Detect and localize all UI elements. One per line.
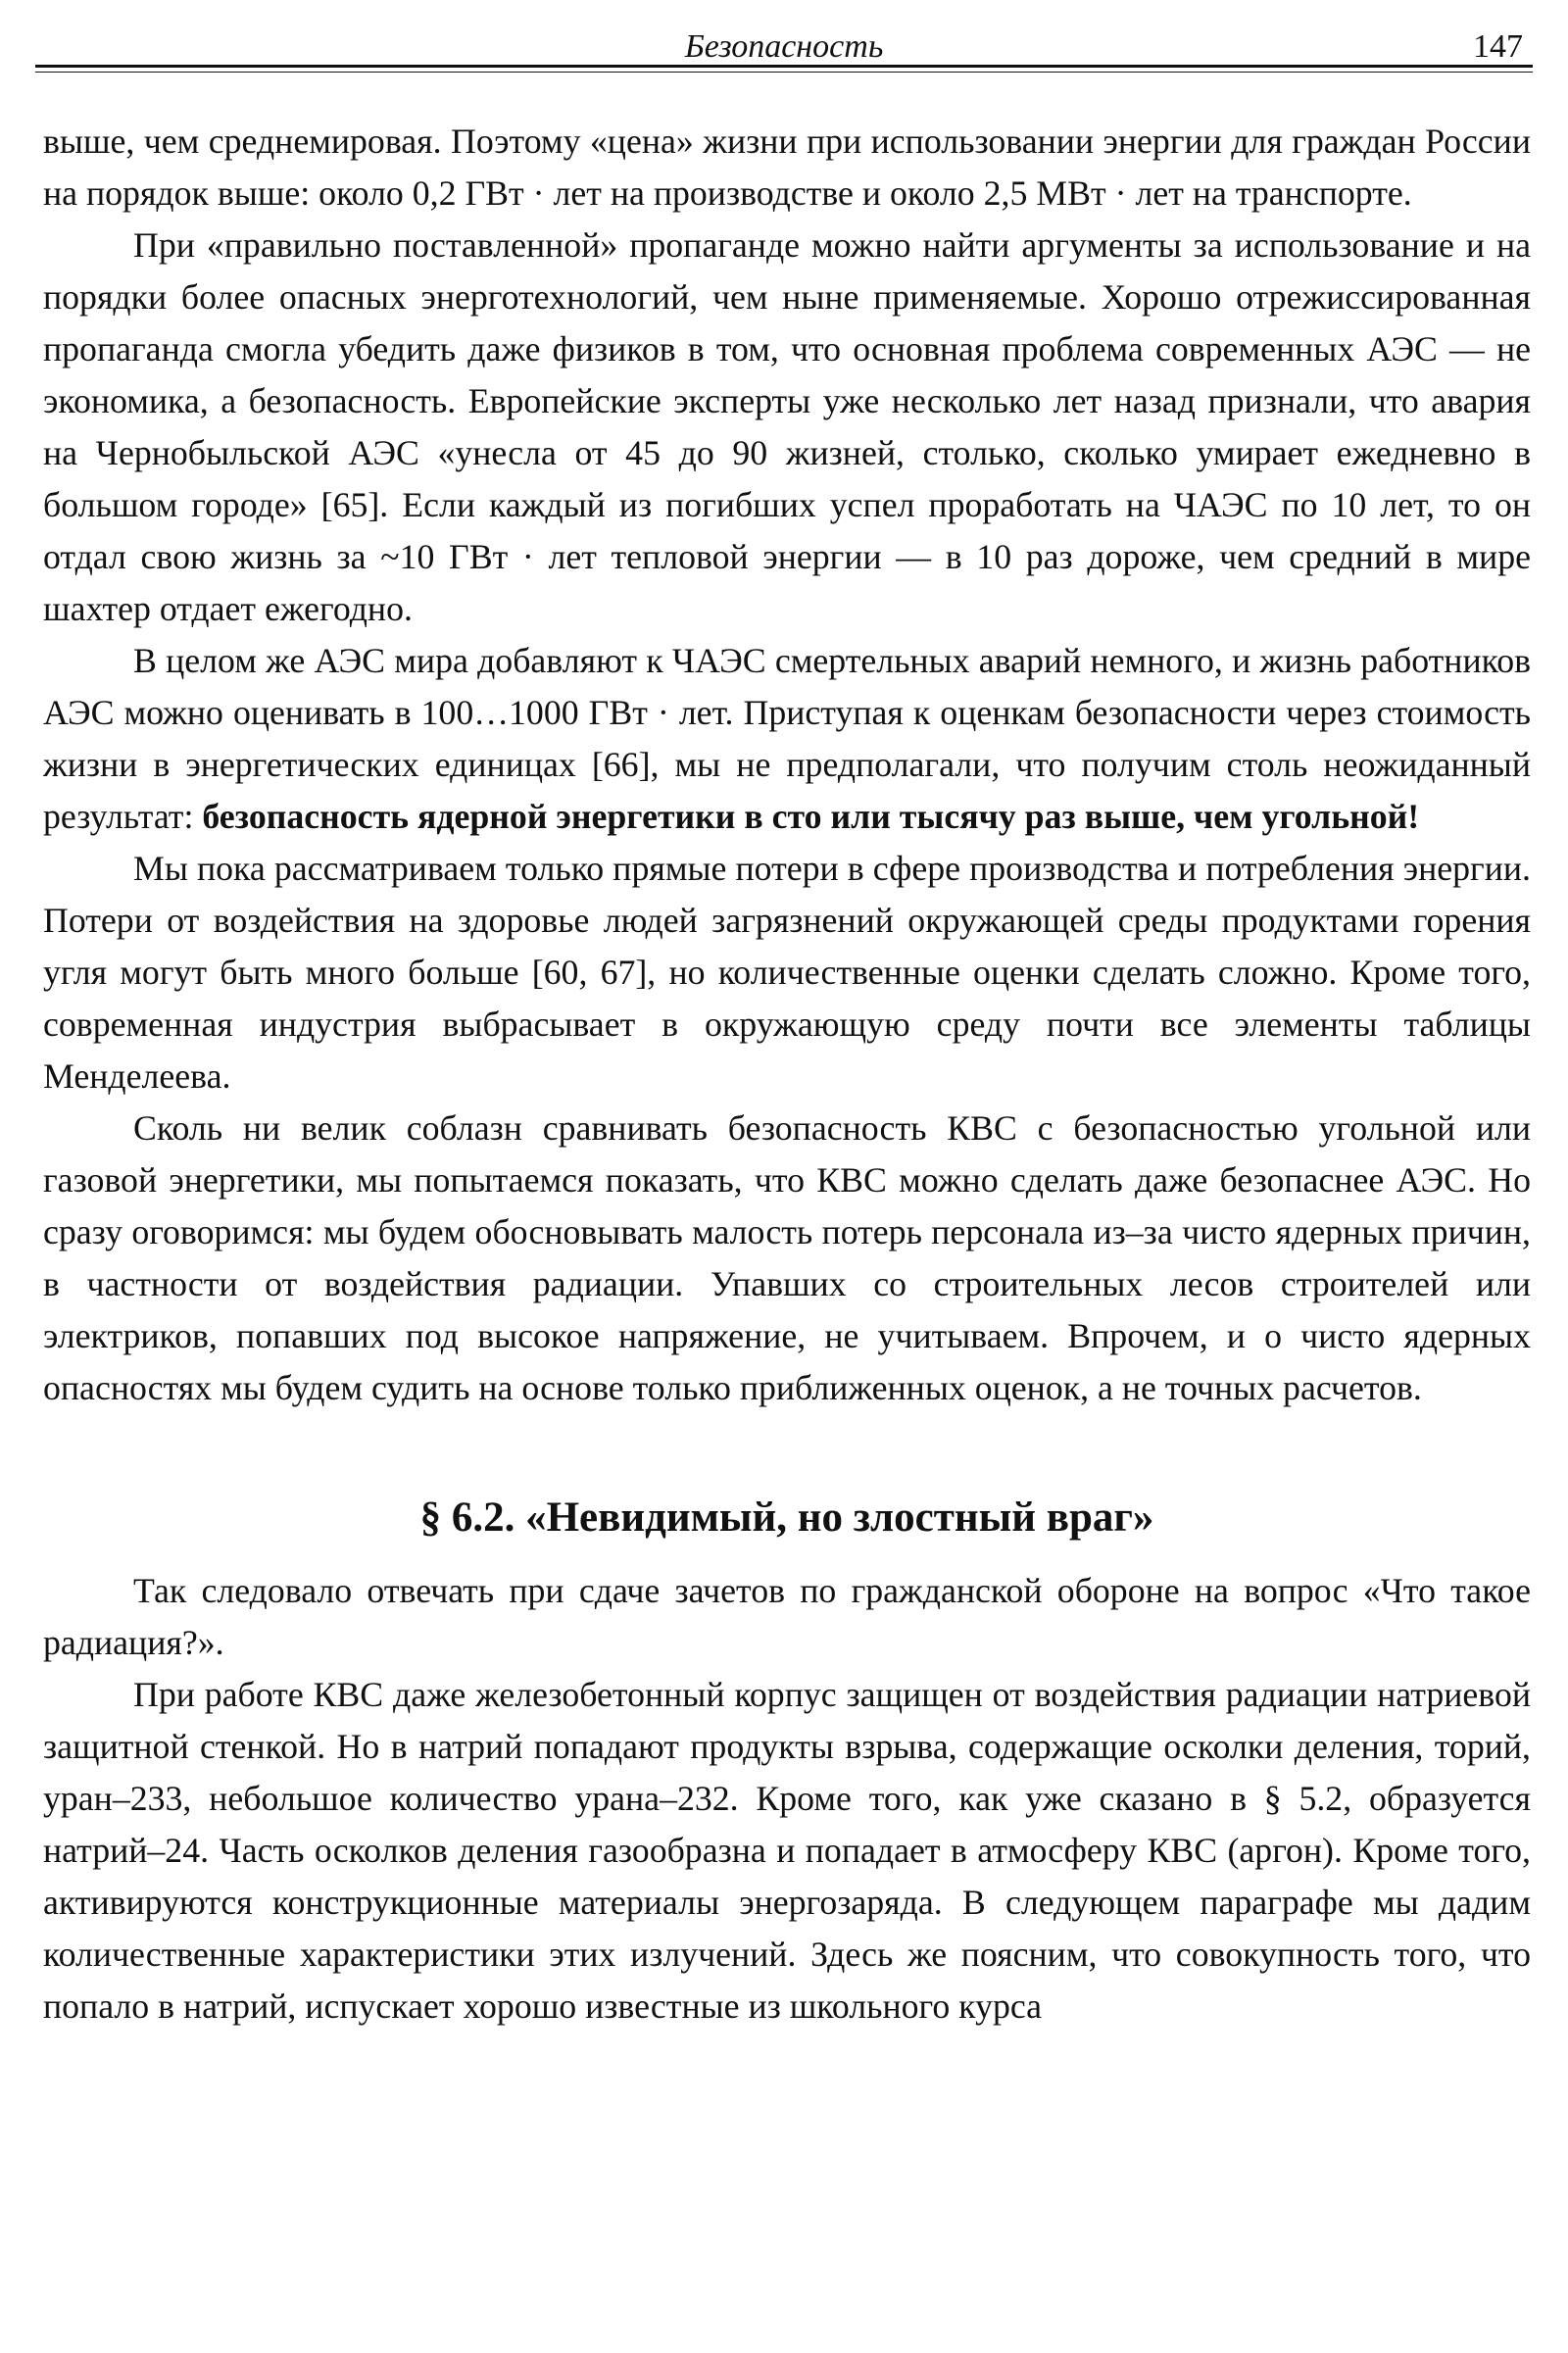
section-heading: § 6.2. «Невидимый, но злостный враг»	[419, 1495, 1154, 1541]
paragraph-5: Сколь ни велик соблазн сравнивать безопасность КВС с безопасностью угольной или газовой энергетики, мы попытаемся показать, что КВС можно сделать даже безопаснее АЭС. Но сразу оговоримся: мы будем обосновывать малость потерь персонала из–за чисто ядерных причин, в частности от воздействия радиации. Упавших со строительных лесов строителей или электриков, попавших под высокое напряжение, не учитываем. Впрочем, и о чисто ядерных опасностях мы будем судить на основе только приближенных оценок, а не точных расчетов.	[43, 1108, 1531, 1407]
header-rule	[35, 65, 1533, 71]
paragraph-4: Мы пока рассматриваем только прямые потери в сфере производства и потребления энергии. Потери от воздействия на здоровье людей загрязнений окружающей среды продуктами горения угля могут быть много больше [60, 67], но количественные оценки сделать сложно. Кроме того, современная индустрия выбрасывает в окружающую среду почти все элементы таблицы Менделеева.	[43, 849, 1531, 1096]
section-paragraph-1: Так следовало отвечать при сдаче зачетов по гражданской обороне на вопрос «Что такое радиация?».	[43, 1571, 1531, 1662]
paragraph-2: При «правильно поставленной» пропаганде можно найти аргументы за использование и на порядки более опасных энерготехнологий, чем ныне применяемые. Хорошо отрежиссированная пропаганда смогла убедить даже физиков в том, что основная проблема современных АЭС — не экономика, а безопасность. Европейские эксперты уже несколько лет назад признали, что авария на Чернобыльской АЭС «унесла от 45 до 90 жизней, столько, сколько умирает ежедневно в большом городе» [65]. Если каждый из погибших успел проработать на ЧАЭС по 10 лет, то он отдал свою жизнь за ~10 ГВт · лет тепловой энергии — в 10 раз дороже, чем средний в мире шахтер отдает ежегодно.	[43, 225, 1531, 628]
paragraph-1: выше, чем среднемировая. Поэтому «цена» жизни при использовании энергии для граждан России на порядок выше: около 0,2 ГВт · лет на производстве и около 2,5 МВт · лет на транспорте.	[43, 122, 1531, 213]
paragraph-3-text: В целом же АЭС мира добавляют к ЧАЭС смертельных аварий немного, и жизнь работников АЭС можно оценивать в 100…1000 ГВт · лет. Приступая к оценкам безопасности через стоимость жизни в энергетических единицах [66], мы не предполагали, что получим столь неожиданный результат:	[43, 641, 1531, 836]
page-number: 147	[1473, 28, 1523, 65]
running-header	[35, 20, 1533, 71]
paragraph-3-emphasis: безопасность ядерной энергетики в сто или тысячу раз выше, чем угольной!	[202, 797, 1420, 836]
header-title: Безопасность	[684, 28, 884, 65]
paragraph-3	[43, 635, 1531, 843]
body-text	[43, 116, 1531, 2033]
section-paragraph-2: При работе КВС даже железобетонный корпус защищен от воздействия радиации натриевой защитной стенкой. Но в натрий попадают продукты взрыва, содержащие осколки деления, торий, уран–233, небольшое количество урана–232. Кроме того, как уже сказано в § 5.2, образуется натрий–24. Часть осколков деления газообразна и попадает в атмосферу КВС (аргон). Кроме того, активируются конструкционные материалы энергозаряда. В следующем параграфе мы дадим количественные характеристики этих излучений. Здесь же поясним, что совокупность того, что попало в натрий, испускает хорошо известные из школьного курса	[43, 1675, 1531, 2026]
